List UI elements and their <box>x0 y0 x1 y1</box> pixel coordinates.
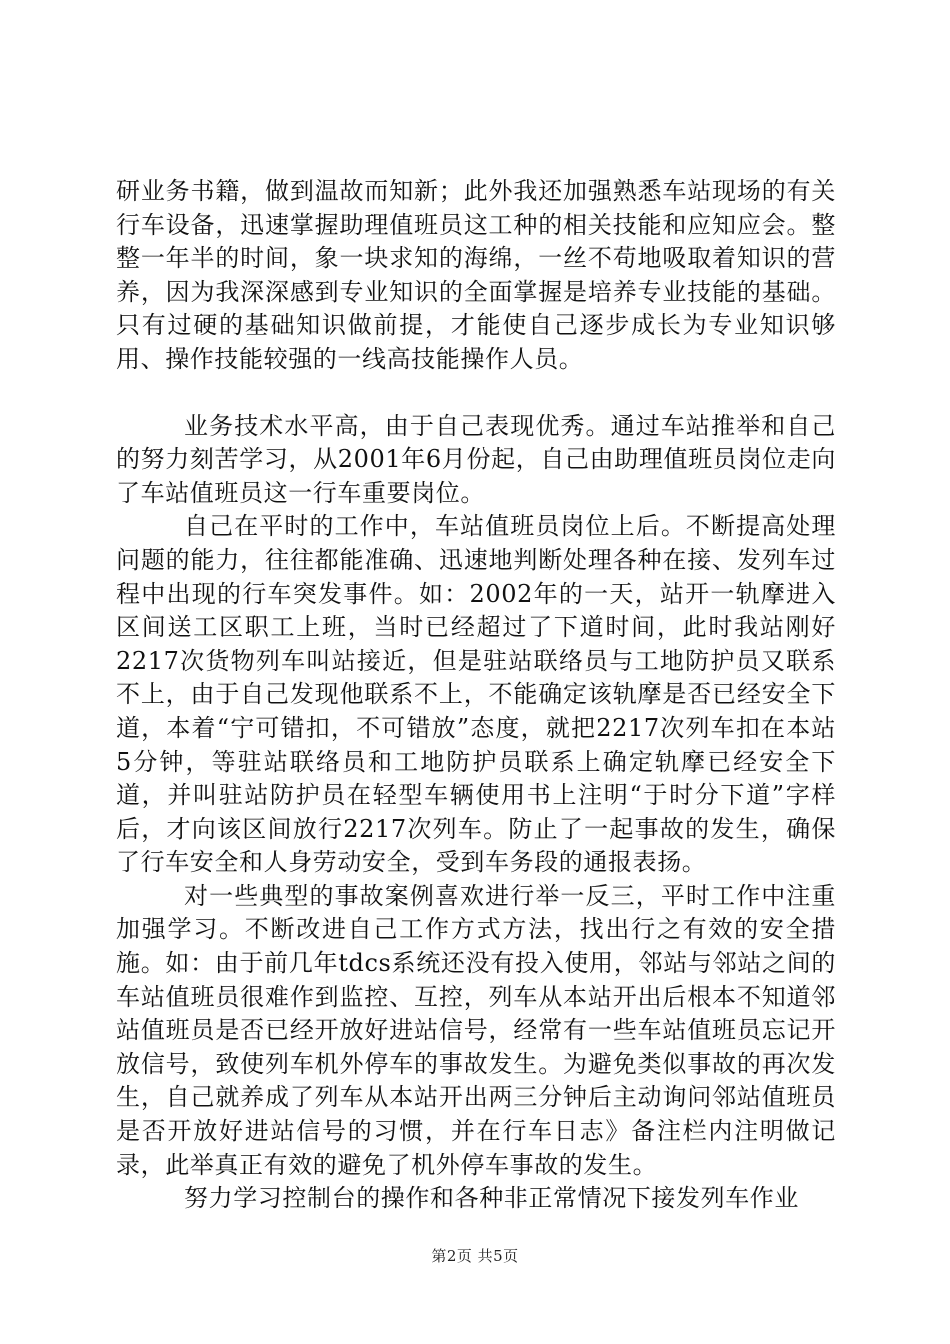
paragraph-5: 努力学习控制台的操作和各种非正常情况下接发列车作业 <box>184 1184 799 1213</box>
paragraph-1: 研业务书籍，做到温故而知新；此外我还加强熟悉车站现场的有关行车设备，迅速掌握助理值班员这工种的相关技能和应知应会。整整一年半的时间，象一块求知的海绵，一丝不苟地吸取着知识的营养，因为我深深感到专业知识的全面掌握是培养专业技能的基础。只有过硬的基础知识做前提，才能使自己逐步成长为专业知识够用、操作技能较强的一线高技能操作人员。 <box>116 177 836 373</box>
page-footer: 第2页 共5页 <box>431 1247 519 1265</box>
document-body <box>116 175 836 1216</box>
paragraph-4: 对一些典型的事故案例喜欢进行举一反三，平时工作中注重加强学习。不断改进自己工作方式方法，找出行之有效的安全措施。如：由于前几年tdcs系统还没有投入使用，邻站与邻站之间的车站值班员很难作到监控、互控，列车从本站开出后根本不知道邻站值班员是否已经开放好进站信号，经常有一些车站值班员忘记开放信号，致使列车机外停车的事故发生。为避免类似事故的再次发生，自己就养成了列车从本站开出两三分钟后主动询问邻站值班员是否开放好进站信号的习惯，并在行车日志》备注栏内注明做记录，此举真正有效的避免了机外停车事故的发生。 <box>116 881 836 1179</box>
paragraph-3: 自己在平时的工作中，车站值班员岗位上后。不断提高处理问题的能力，往往都能准确、迅速地判断处理各种在接、发列车过程中出现的行车突发事件。如：2002年的一天，站开一轨摩进入区间送工区职工上班，当时已经超过了下道时间，此时我站刚好2217次货物列车叫站接近，但是驻站联络员与工地防护员又联系不上，由于自己发现他联系不上，不能确定该轨摩是否已经安全下道，本着“宁可错扣，不可错放”态度，就把2217次列车扣在本站5分钟，等驻站联络员和工地防护员联系上确定轨摩已经安全下道，并叫驻站防护员在轻型车辆使用书上注明“于时分下道”字样后，才向该区间放行2217次列车。防止了一起事故的发生，确保了行车安全和人身劳动安全，受到车务段的通报表扬。 <box>116 512 836 877</box>
paragraph-2: 业务技术水平高，由于自己表现优秀。通过车站推举和自己的努力刻苦学习，从2001年6月份起，自己由助理值班员岗位走向了车站值班员这一行车重要岗位。 <box>116 411 836 507</box>
